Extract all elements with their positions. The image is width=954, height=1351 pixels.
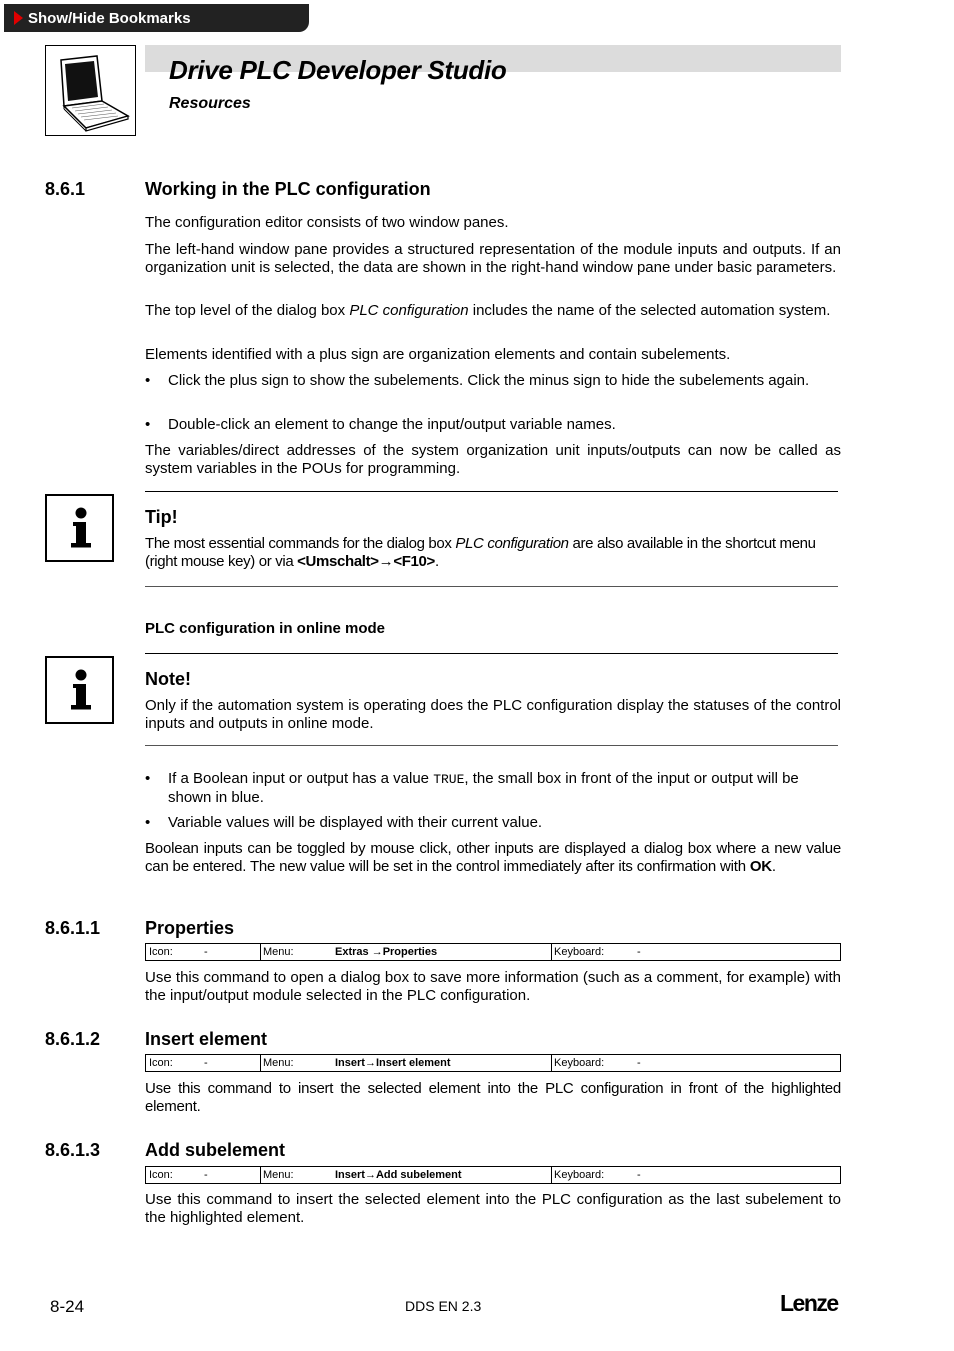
tip-title: Tip! (145, 507, 178, 527)
paragraph: The configuration editor consists of two window panes. (145, 214, 509, 231)
paragraph: Elements identified with a plus sign are organization elements and contain subelements. (145, 346, 731, 363)
lenze-logo: Lenze (780, 1290, 838, 1316)
laptop-icon-box (45, 45, 136, 136)
show-hide-bookmarks-tab[interactable] (4, 4, 309, 32)
document-code: DDS EN 2.3 (405, 1298, 482, 1314)
paragraph: Use this command to open a dialog box to save more information (such as a comment, for example) with the input/output module selected in the PLC configuration. (145, 969, 841, 1004)
paragraph: The left-hand window pane provides a structured representation of the module inputs and outputs. If an organization unit is selected, the data are shown in the right-hand window pane under basic parameters. (145, 241, 841, 276)
paragraph: Use this command to insert the selected element into the PLC configuration as the last subelement to the highlighted element. (145, 1191, 841, 1226)
subsection-heading: PLC configuration in online mode (145, 620, 385, 637)
section-title: Working in the PLC configuration (145, 179, 431, 199)
info-icon (45, 494, 114, 562)
tab-label: Show/Hide Bookmarks (28, 10, 191, 27)
tip-text: The most essential commands for the dialog box PLC configuration are also available in the shortcut menu (right mouse key) or via <Umschalt>→<F10>. (145, 535, 816, 570)
section-number: 8.6.1.3 (45, 1140, 101, 1160)
divider (145, 586, 838, 587)
document-title: Drive PLC Developer Studio (169, 55, 507, 85)
command-table: Icon: - Menu: Insert→Insert element Keyboard: - (145, 1054, 841, 1072)
section-title: Add subelement (145, 1140, 286, 1160)
menu-path: Insert→Insert element (335, 1057, 451, 1069)
command-table: Icon: - Menu: Insert→Add subelement Keyboard: - (145, 1166, 841, 1184)
note-text: Only if the automation system is operating does the PLC configuration display the statuses of the control inputs and outputs in online mode. (145, 697, 841, 732)
section-title: Insert element (145, 1029, 268, 1049)
menu-path: Extras →Properties (335, 946, 438, 958)
menu-path: Insert→Add subelement (335, 1169, 462, 1181)
divider (145, 491, 838, 492)
document-subtitle: Resources (169, 95, 251, 112)
triangle-right-icon (14, 11, 23, 25)
paragraph: The variables/direct addresses of the system organization unit inputs/outputs can now be called as system variables in the POUs for programming. (145, 442, 841, 477)
paragraph: Use this command to insert the selected element into the PLC configuration in front of the highlighted element. (145, 1080, 841, 1115)
paragraph: Boolean inputs can be toggled by mouse click, other inputs are displayed a dialog box where a new value can be entered. The new value will be set in the control immediately after its confirmation with OK. (145, 840, 841, 875)
page-number: 8-24 (50, 1297, 85, 1316)
section-number: 8.6.1 (45, 179, 86, 199)
note-title: Note! (145, 669, 191, 689)
section-number: 8.6.1.1 (45, 918, 101, 938)
laptop-icon (46, 46, 135, 135)
paragraph: The top level of the dialog box PLC configuration includes the name of the selected automation system. (145, 302, 831, 319)
divider (145, 653, 838, 654)
section-number: 8.6.1.2 (45, 1029, 101, 1049)
divider (145, 745, 838, 746)
command-table: Icon: - Menu: Extras →Properties Keyboard: - (145, 943, 841, 961)
info-icon (45, 656, 114, 724)
section-title: Properties (145, 918, 235, 938)
